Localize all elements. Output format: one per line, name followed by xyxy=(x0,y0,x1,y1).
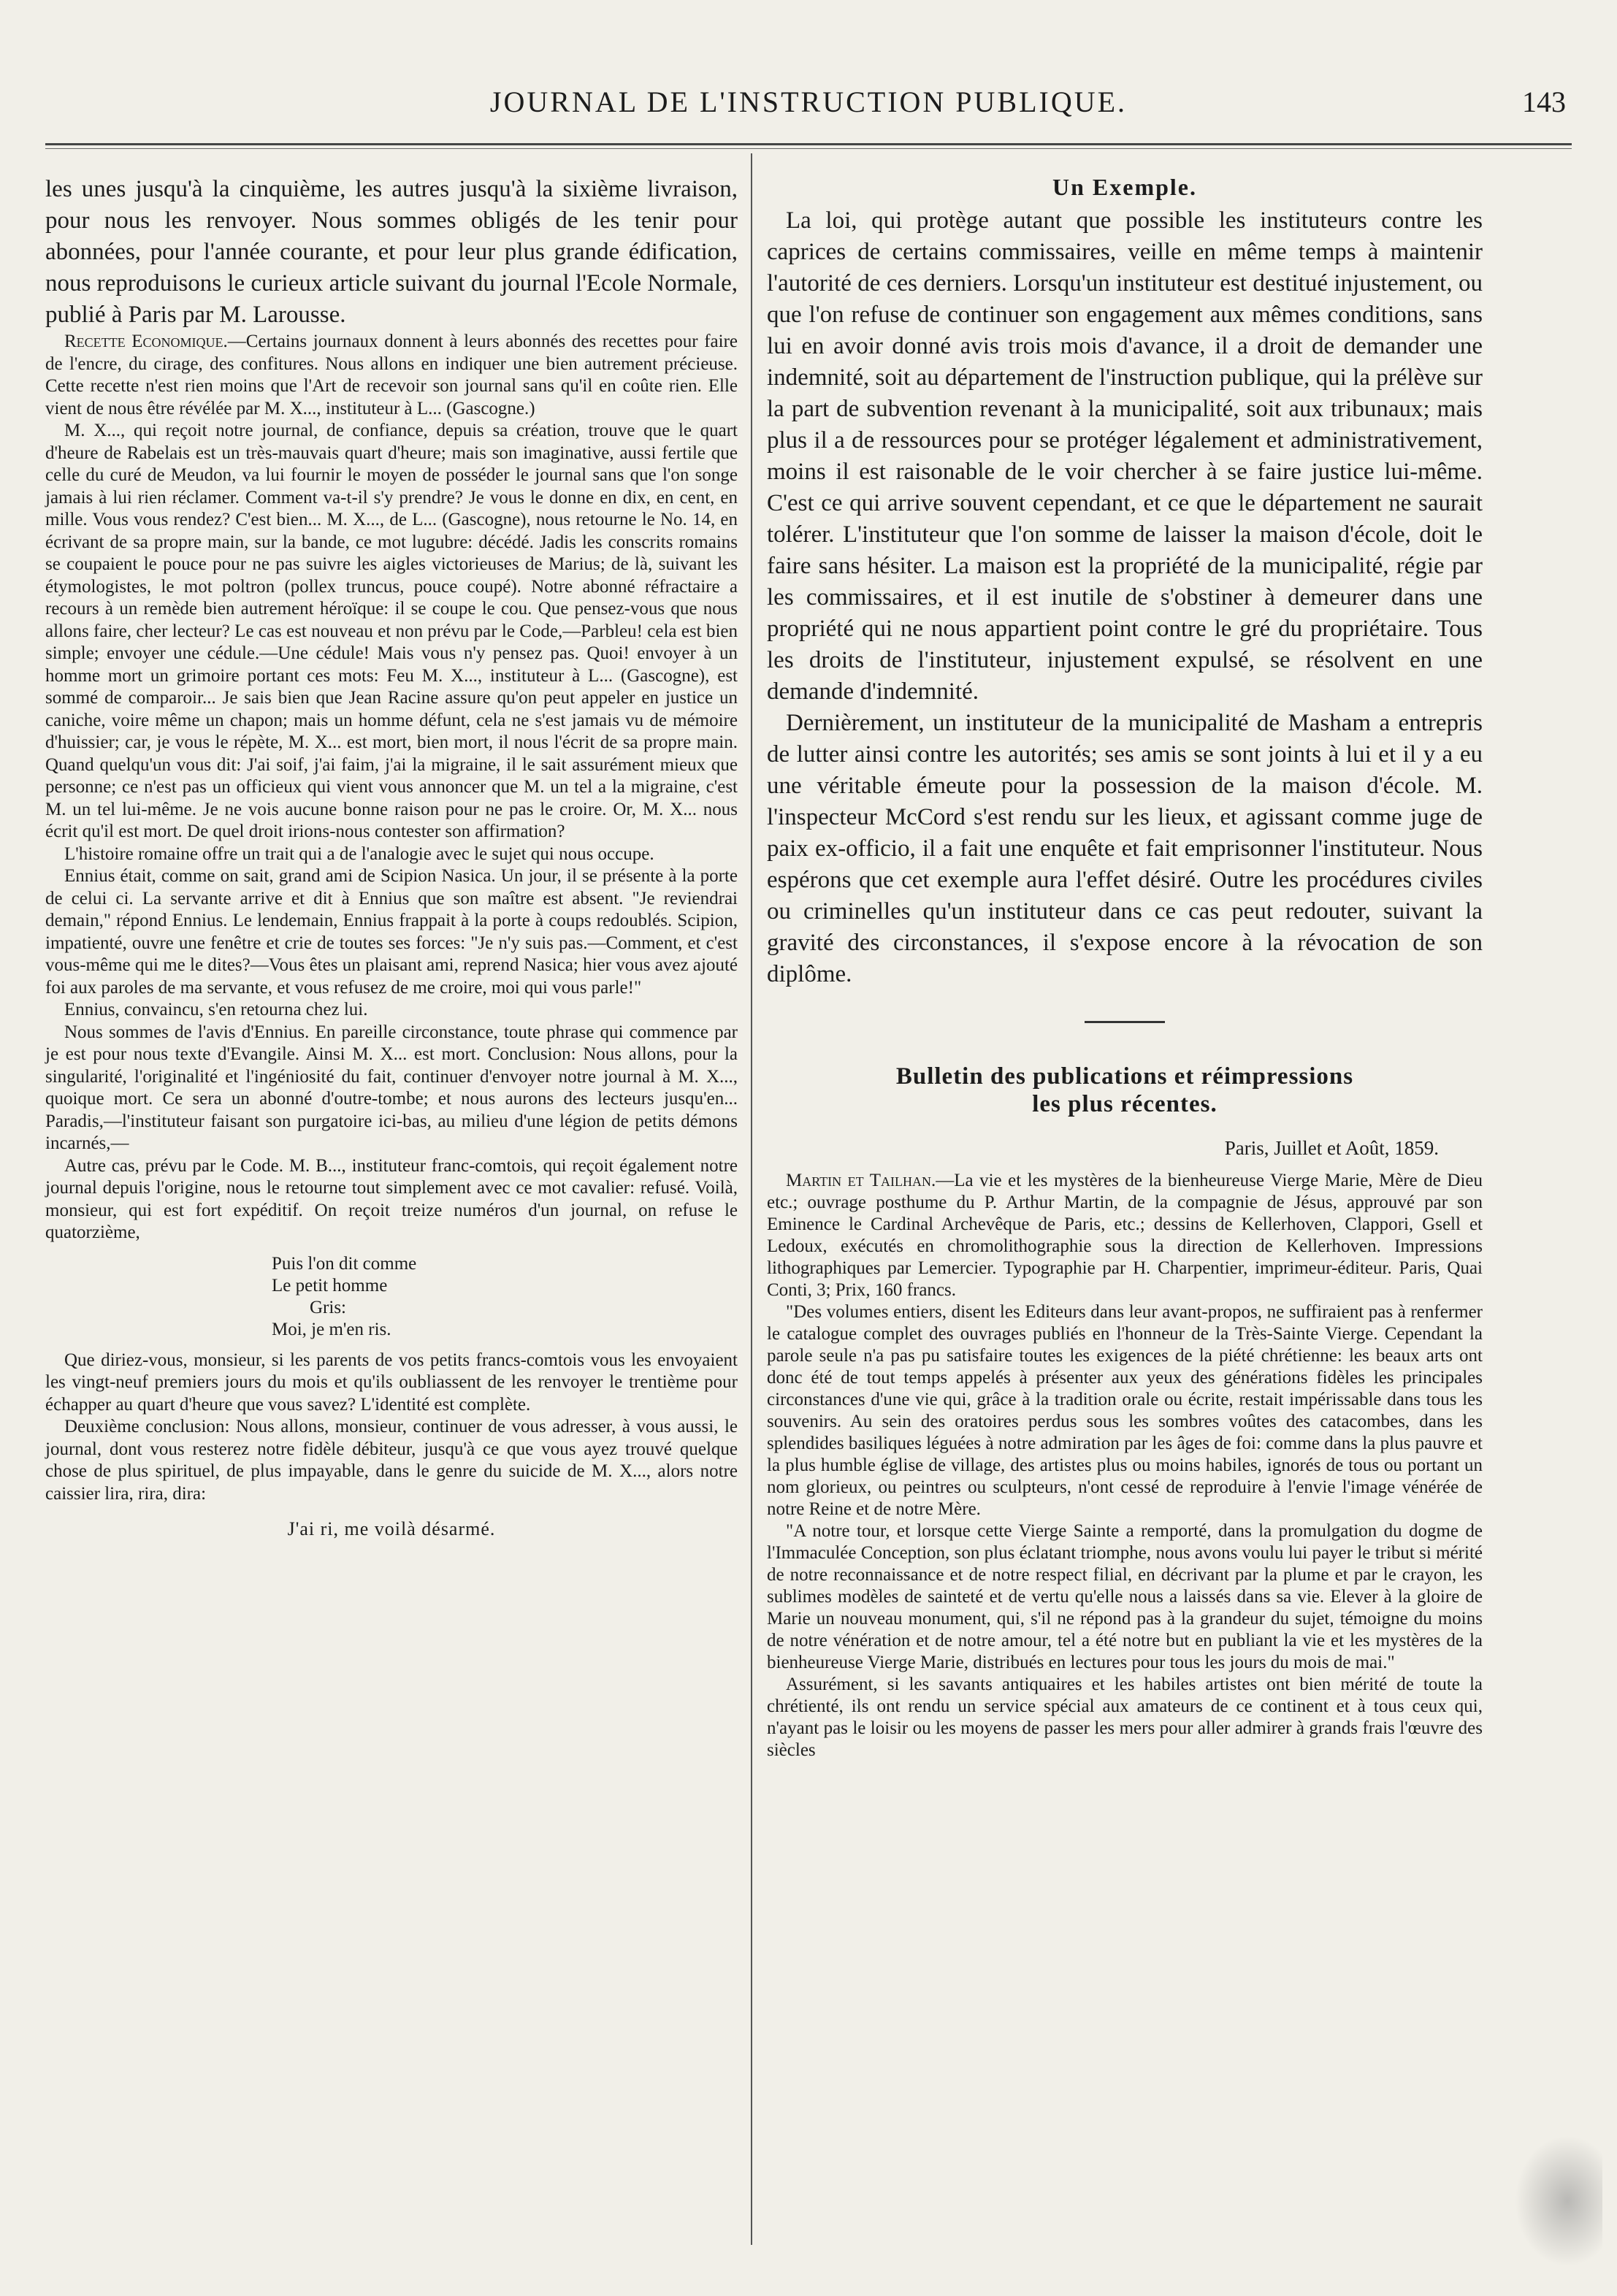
bulletin-paragraph: "A notre tour, et lorsque cette Vierge Sainte a remporté, dans la promulgation du dogme de l'Immaculée Conception, son plus éclatant triomphe, nous avons voulu lui payer le tribut si mérité de notre reconnaissance et de notre respect filial, en décrivant par la plume et par le crayon, les sublimes modèles de sainteté et de vertu qu'elle nous a laissés dans sa vie. Elever à la gloire de Marie un nouveau monument, qui, s'il ne répond pas à la grandeur du sujet, témoigne du moins de notre vénération et de notre amour, tel a été notre but en publiant la vie et les mystères de la bienheureuse Vierge Marie, distribués en lectures pour tous les jours du mois de mai." xyxy=(767,1521,1483,1672)
intro-paragraph: les unes jusqu'à la cinquième, les autres jusqu'à la sixième livraison, pour nous les renvoyer. Nous sommes obligés de les tenir pour abonnées, pour l'année courante, et pour leur plus grande édification, nous reproduisons le curieux article suivant du journal l'Ecole Normale, publié à Paris par M. Larousse. xyxy=(45,176,738,328)
verse-line: Puis l'on dit comme xyxy=(272,1253,417,1274)
bulletin-title-line: les plus récentes. xyxy=(1032,1091,1217,1117)
bulletin-entry-text: —La vie et les mystères de la bienheureuse Vierge Marie, Mère de Dieu etc.; ouvrage posthume du P. Arthur Martin, de la compagnie de Jésus, approuvé par son Eminence le Cardinal Archevêque de Paris, etc.; dessins de Kellerhoven, Clappori, Gsell et Ledoux, exécutés en chromolithographie sous la direction de Kellerhoven. Impressions lithographiques par Lemercier. Typographie par H. Charpentier, imprimeur-éditeur. Paris, Quai Conti, 3; Prix, 160 francs. xyxy=(767,1171,1483,1300)
bulletin-entry-label: Martin et Tailhan. xyxy=(786,1171,936,1190)
article-paragraph: L'histoire romaine offre un trait qui a de l'analogie avec le sujet qui nous occupe. xyxy=(64,843,654,864)
verse-quote xyxy=(272,1253,738,1341)
verse-line: Moi, je m'en ris. xyxy=(272,1319,391,1339)
verse-line: Gris: xyxy=(310,1297,346,1317)
closing-line: J'ai ri, me voilà désarmé. xyxy=(287,1518,496,1539)
article-paragraph: Dernièrement, un instituteur de la municipalité de Masham a entrepris de lutter ainsi contre les autorités; ses amis se sont joints à lui et il y a eu une véritable émeute pour la possession de la maison d'école. M. l'inspecteur McCord s'est rendu sur les lieux, et agissant comme juge de paix ex-officio, il a fait une enquête et fait emprisonner l'instituteur. Nous espérons que cet exemple aura l'effet désiré. Outre les procédures civiles ou criminelles qu'un instituteur dans ce cas peut redouter, suivant la gravité des circonstances, il s'expose encore à la révocation de son diplôme. xyxy=(767,710,1483,987)
header-rule xyxy=(45,143,1572,149)
article-paragraph: M. X..., qui reçoit notre journal, de confiance, depuis sa création, trouve que le quart d'heure de Rabelais est un très-mauvais quart d'heure; mais son imaginative, aussi fertile que celle du curé de Meudon, va lui fournir le moyen de posséder le journal sans que l'on songe jamais à lui rien réclamer. Comment va-t-il s'y prendre? Je vous le donne en dix, en cent, en mille. Vous vous rendez? C'est bien... M. X..., de L... (Gascogne), nous retourne le No. 14, en écrivant de sa propre main, sur la bande, ce mot lugubre: décédé. Jadis les conscrits romains se coupaient le pouce pour ne pas suivre les aigles victorieuses de Marius; de là, suivant les étymologistes, le mot poltron (pollex truncus, pouce coupé). Notre abonné réfractaire a recours à un remède bien autrement héroïque: il se coupe le cou. Que pensez-vous que nous allons faire, cher lecteur? Le cas est nouveau et non prévu par le Code,—Parbleu! cela est bien simple; envoyer une cédule.—Une cédule! Mais vous n'y pensez pas. Quoi! envoyer à un homme mort un grimoire portant ces mots: Feu M. X..., instituteur à L... (Gascogne), est sommé de comparoir... Je sais bien que Jean Racine assure qu'on peut appeler en justice un caniche, voire même un chapon; mais un homme défunt, cela ne s'est jamais vu de mémoire d'huissier; car, je vous le répète, M. X... est mort, bien mort, il nous l'écrit de sa propre main. Quand quelqu'un vous dit: J'ai soif, j'ai faim, j'ai la migraine, il le sait assurément mieux que personne; ce n'est pas un officieux qui vient vous annoncer que M. un tel a la migraine, c'est M. un tel lui-même. Je ne vois aucune bonne raison pour ne pas le croire. Or, M. X... nous écrit qu'il est mort. De quel droit irions-nous contester son affirmation? xyxy=(45,421,738,841)
section-title: Un Exemple. xyxy=(1052,174,1197,200)
article-paragraph: Ennius, convaincu, s'en retourna chez lui. xyxy=(64,1000,368,1019)
recette-text: —Certains journaux donnent à leurs abonnés des recettes pour faire de l'encre, du cirage, des confitures. Nous allons en indiquer une bien autrement précieuse. Cette recette n'est rien moins que l'Art de recevoir son journal sans qu'il en coûte rien. Elle vient de nous être révélée par M. X..., instituteur à L... (Gascogne.) xyxy=(45,332,738,418)
bulletin-paragraph: Assurément, si les savants antiquaires et les habiles artistes ont bien mérité de toute la chrétienté, ils ont rendu un service spécial aux amateurs de ce continent et à tous ceux qui, n'ayant pas le loisir ou les moyens de passer les mers pour aller admirer à grands frais l'œuvre des siècles xyxy=(767,1675,1483,1760)
bulletin-paragraph: "Des volumes entiers, disent les Editeurs dans leur avant-propos, ne suffiraient pas à renfermer le catalogue complet des ouvrages publiés en l'honneur de la Très-Sainte Vierge. Cependant la parole seule n'a pas pu satisfaire toutes les exigences de la piété chrétienne: les beaux arts ont donc été de tout temps appelés à présenter aux yeux des générations fidèles les principales circonstances d'une vie qui, grâce à la tradition orale ou écrite, restait impérissable dans tous les souvenirs. Au sein des oratoires perdus sous les sombres voûtes des catacombes, dans les splendides basiliques léguées à notre admiration par les âges de foi: comme dans la plus pauvre et la plus humble église de village, des artistes plus ou moins habiles, ignorés de tous ou portant un nom glorieux, ou peintres ou sculpteurs, n'ont cessé de reproduire à l'envie l'image vénérée de notre Reine et de notre Mère. xyxy=(767,1302,1483,1519)
bulletin-title xyxy=(767,1063,1483,1118)
page-header xyxy=(44,85,1573,129)
ink-blot xyxy=(1515,2135,1602,2267)
column-divider xyxy=(751,153,752,2245)
article-paragraph: Deuxième conclusion: Nous allons, monsieur, continuer de vous adresser, à vous aussi, le journal, dont vous resterez notre fidèle débiteur, jusqu'à ce que vous ayez trouvé quelque chose de plus spirituel, de plus impayable, dans le genre du suicide de M. X..., alors notre caissier lira, rira, dira: xyxy=(45,1417,738,1504)
article-paragraph: La loi, qui protège autant que possible les instituteurs contre les caprices de certains commissaires, veille en même temps à maintenir l'autorité de ces derniers. Lorsqu'un instituteur est destitué injustement, ou que l'on refuse de continuer son engagement aux mêmes conditions, sans lui en avoir donné avis trois mois d'avance, il a droit de demander une indemnité, soit au département de l'instruction publique, qui la prélève sur la part de subvention revenant à la municipalité, soit aux tribunaux; mais plus il a de ressources pour se protéger légalement et administrativement, moins il est raisonable de le voir chercher à se faire justice lui-même. C'est ce qui arrive souvent cependant, et ce que le département ne saurait tolérer. L'instituteur que l'on somme de laisser la maison d'école, doit le faire sans hésiter. La maison est la propriété de la municipalité, régie par les commissaires, et il est inutile de s'obstiner à demeurer dans une propriété qui ne nous appartient point contre le gré du propriétaire. Tous les droits de l'instituteur, injustement expulsé, se résolvent en une demande d'indemnité. xyxy=(767,207,1483,705)
bulletin-entry xyxy=(767,1170,1483,1301)
dateline: Paris, Juillet et Août, 1859. xyxy=(1224,1137,1439,1159)
section-divider xyxy=(1085,1021,1165,1023)
article-paragraph: Ennius était, comme on sait, grand ami de Scipion Nasica. Un jour, il se présente à la porte de celui ci. La servante arrive et dit à Ennius que son maître est absent. "Je reviendrai demain," répond Ennius. Le lendemain, Ennius frappait à la porte à coups redoublés. Scipion, impatienté, ouvre une fenêtre et crie de toutes ses forces: "Je n'y suis pas.—Comment, et c'est vous-même qui me le dites?—Vous êtes un plaisant ami, reprend Nasica; hier vous avez ajouté foi aux paroles de ma servante, et vous refusez de me croire, moi qui vous parle!" xyxy=(45,866,738,998)
right-column xyxy=(767,174,1483,1761)
bulletin-title-line: Bulletin des publications et réimpressions xyxy=(895,1063,1354,1090)
page-number: 143 xyxy=(1522,85,1566,118)
recette-paragraph xyxy=(45,331,738,420)
verse-line: Le petit homme xyxy=(272,1275,388,1296)
article-paragraph: Que diriez-vous, monsieur, si les parents de vos petits francs-comtois vous les envoyaient les vingt-neuf premiers jours du mois et qu'ils oubliassent de les renvoyer le trentième pour échapper au quart d'heure que vous savez? L'identité est complète. xyxy=(45,1350,738,1415)
recette-label: Recette Economique. xyxy=(64,332,228,351)
running-title: JOURNAL DE L'INSTRUCTION PUBLIQUE. xyxy=(489,85,1128,118)
left-column xyxy=(45,174,738,1540)
article-paragraph: Autre cas, prévu par le Code. M. B..., instituteur franc-comtois, qui reçoit également notre journal depuis l'origine, nous le retourne tout simplement avec ce mot cavalier: refusé. Voilà, monsieur, qui est fort expéditif. On reçoit treize numéros d'un journal, on refuse le quatorzième, xyxy=(45,1155,738,1242)
article-paragraph: Nous sommes de l'avis d'Ennius. En pareille circonstance, toute phrase qui commence par je est pour nous texte d'Evangile. Ainsi M. X... est mort. Conclusion: Nous allons, pour la singularité, l'originalité et l'ingéniosité du fait, continuer d'envoyer notre journal à M. X..., quoique mort. Ce sera un abonné d'outre-tombe; et nous aurons des lecteurs jusqu'en... Paradis,—l'instituteur faisant son purgatoire ici-bas, au milieu d'une légion de petits démons incarnés,— xyxy=(45,1022,738,1153)
